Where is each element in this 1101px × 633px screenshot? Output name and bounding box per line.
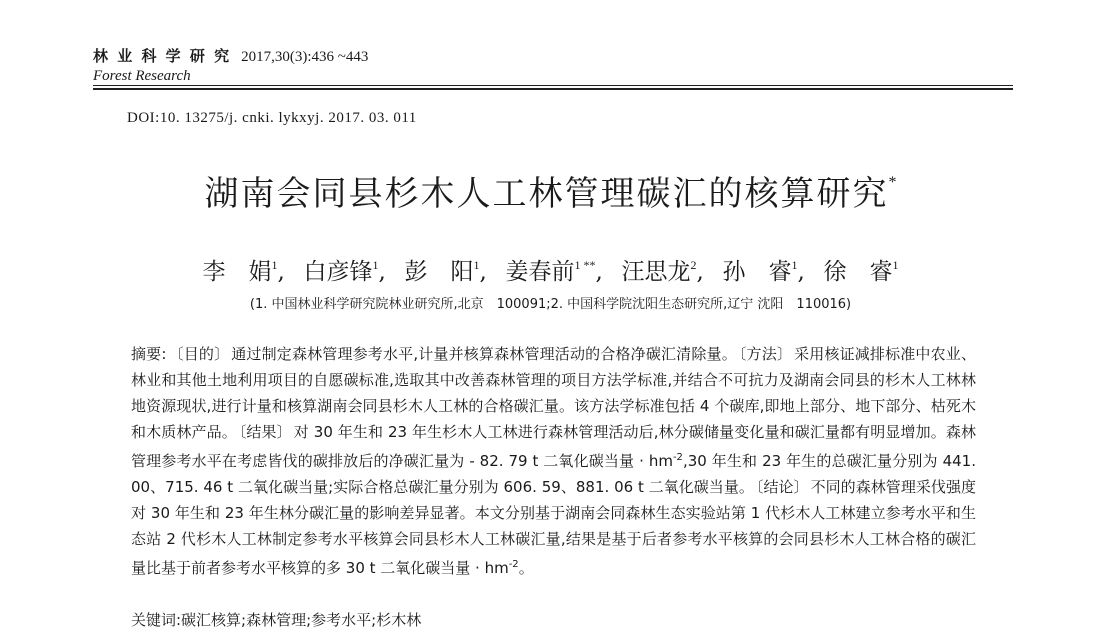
abstract xyxy=(131,341,976,581)
abstract-aim: 通过制定森林管理参考水平,计量并核算森林管理活动的合格净碳汇清除量。 xyxy=(231,345,737,363)
author: 姜春前$^{1 **}$ xyxy=(505,258,596,285)
author-separator: , xyxy=(797,259,805,285)
journal-header-line xyxy=(93,46,1013,67)
abstract-conclusion: 不同的森林管理采伐强度对 30 年生和 23 年生林分碳汇量的影响差异显著。本文分别基于湖南会同森林生态实验站第 1 代杉木人工林建立参考水平和生态站 2 代杉木人工林制定参考水平核算会同县杉木人工林碳汇量,结果是基于后者参考水平核算的会同县杉木人工林合格的碳汇量比基于前者参考水平核算的多 30 t 二氧化碳当量 · hm xyxy=(131,478,976,577)
author-separator: , xyxy=(696,259,704,285)
paper-title xyxy=(0,160,1101,217)
abstract-tag-conclusion: 〔结论〕 xyxy=(755,478,809,496)
author: 徐 睿$^1$ xyxy=(823,258,899,285)
abstract-result-cont: ,30 年生和 23 年生的总碳汇量分别为 441. 00、715. 46 t 二氧化碳当量;实际合格总碳汇量分别为 606. 59、881. 06 t 二氧化碳当量。 xyxy=(131,452,976,496)
author-separator: , xyxy=(595,259,603,285)
abstract-result: 对 30 年生和 23 年生杉木人工林进行森林管理活动后,林分碳储量变化量和碳汇量都有明显增加。森林管理参考水平在考虑皆伐的碳排放后的净碳汇量为 - 82. 79 t 二氧化碳当量 · hm xyxy=(131,423,976,470)
abstract-conclusion-end: 。 xyxy=(518,559,534,577)
journal-name-en: Forest Research xyxy=(93,68,191,84)
author: 彭 阳$^1$ xyxy=(404,258,480,285)
affiliations: (1. 中国林业科学研究院林业研究所,北京 100091;2. 中国科学院沈阳生态研究所,辽宁 沈阳 110016) xyxy=(249,297,852,312)
header-rule-thin xyxy=(93,85,1013,86)
author-separator: , xyxy=(277,259,285,285)
doi: DOI:10. 13275/j. cnki. lykxyj. 2017. 03. 011 xyxy=(127,110,417,126)
author: 李 娟$^1$ xyxy=(202,258,278,285)
author: 白彦锋$^1$ xyxy=(303,258,379,285)
author-separator: , xyxy=(378,259,386,285)
unit-exponent: -2 xyxy=(508,559,519,570)
abstract-tag-method: 〔方法〕 xyxy=(738,345,793,363)
abstract-label: 摘要: xyxy=(131,345,167,363)
header-rule-thick xyxy=(93,88,1013,90)
keywords: 关键词:碳汇核算;森林管理;参考水平;杉木林 xyxy=(131,611,422,629)
paper-title-text: 湖南会同县杉木人工林管理碳汇的核算研究 xyxy=(204,174,889,214)
author-list xyxy=(0,250,1101,287)
author: 汪思龙$^2$ xyxy=(621,258,697,285)
title-footnote-marker: * xyxy=(888,174,897,191)
author-separator: , xyxy=(479,259,487,285)
abstract-tag-aim: 〔目的〕 xyxy=(168,345,230,363)
journal-header xyxy=(93,46,1013,85)
author: 孙 睿$^1$ xyxy=(722,258,798,285)
journal-name-cn: 林 业 科 学 研 究 xyxy=(93,47,232,65)
abstract-method: 采用核证减排标准中农业、林业和其他土地利用项目的自愿碳标准,选取其中改善森林管理的项目方法学标准,并结合不可抗力及湖南会同县的杉木人工林林地资源现状,进行计量和核算湖南会同县杉木人工林的合格碳汇量。该方法学标准包括 4 个碳库,即地上部分、地下部分、枯死木和木质林产品。 xyxy=(131,345,976,441)
journal-issue: 2017,30(3):436 ~443 xyxy=(241,49,369,65)
abstract-tag-result: 〔结果〕 xyxy=(238,423,292,441)
unit-exponent: -2 xyxy=(672,452,683,463)
